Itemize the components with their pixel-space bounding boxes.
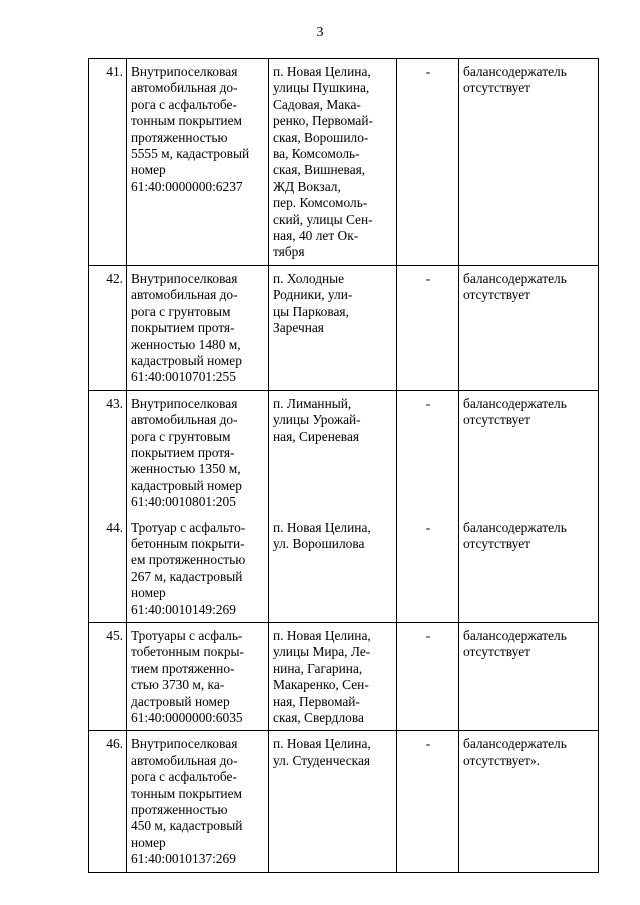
object-location: п. Новая Целина, улицы Мира, Ле- нина, Гагарина, Макаренко, Сен- ная, Первомай- ская, Свердлова (269, 623, 397, 731)
table-row (89, 59, 599, 266)
table-row (89, 515, 599, 623)
row-number: 44. (89, 515, 127, 623)
dash-cell: - (397, 59, 459, 266)
dash-cell: - (397, 623, 459, 731)
row-number: 46. (89, 731, 127, 872)
object-location: п. Новая Целина, ул. Студенческая (269, 731, 397, 872)
row-number: 42. (89, 265, 127, 390)
row-number: 41. (89, 59, 127, 266)
object-location: п. Лиманный, улицы Урожай- ная, Сиреневая (269, 390, 397, 514)
object-location: п. Новая Целина, улицы Пушкина, Садовая, Мака- ренко, Первомай- ская, Ворошило- ва, Комсомоль- ская, Вишневая, ЖД Вокзал, пер. Комсомоль- ский, улицы Сен- ная, 40 лет Ок- тября (269, 59, 397, 266)
table-row (89, 390, 599, 514)
object-location: п. Новая Целина, ул. Ворошилова (269, 515, 397, 623)
row-number: 43. (89, 390, 127, 514)
balance-holder: балансодержатель отсутствует (459, 515, 599, 623)
table-row (89, 731, 599, 872)
page-number: 3 (316, 25, 324, 40)
dash-cell: - (397, 731, 459, 872)
dash-cell: - (397, 515, 459, 623)
object-name: Внутрипоселковая автомобильная до- рога с грунтовым покрытием протя- женностью 1480 м, кадастровый номер 61:40:0010701:255 (127, 265, 269, 390)
dash-cell: - (397, 390, 459, 514)
object-name: Тротуары с асфаль- тобетонным покры- тием протяженно- стью 3730 м, ка- дастровый номер 61:40:0000000:6035 (127, 623, 269, 731)
table-row (89, 265, 599, 390)
dash-cell: - (397, 265, 459, 390)
balance-holder: балансодержатель отсутствует (459, 623, 599, 731)
object-name: Внутрипоселковая автомобильная до- рога с асфальтобе- тонным покрытием протяженностью 5555 м, кадастровый номер 61:40:0000000:6237 (127, 59, 269, 266)
balance-holder: балансодержатель отсутствует». (459, 731, 599, 872)
row-number: 45. (89, 623, 127, 731)
table-row (89, 623, 599, 731)
balance-holder: балансодержатель отсутствует (459, 265, 599, 390)
object-name: Тротуар с асфальто- бетонным покрыти- ем протяженностью 267 м, кадастровый номер 61:40:0010149:269 (127, 515, 269, 623)
road-registry-table (88, 58, 599, 873)
balance-holder: балансодержатель отсутствует (459, 390, 599, 514)
object-location: п. Холодные Родники, ули- цы Парковая, Заречная (269, 265, 397, 390)
object-name: Внутрипоселковая автомобильная до- рога с асфальтобе- тонным покрытием протяженностью 450 м, кадастровый номер 61:40:0010137:269 (127, 731, 269, 872)
balance-holder: балансодержатель отсутствует (459, 59, 599, 266)
object-name: Внутрипоселковая автомобильная до- рога с грунтовым покрытием протя- женностью 1350 м, кадастровый номер 61:40:0010801:205 (127, 390, 269, 514)
